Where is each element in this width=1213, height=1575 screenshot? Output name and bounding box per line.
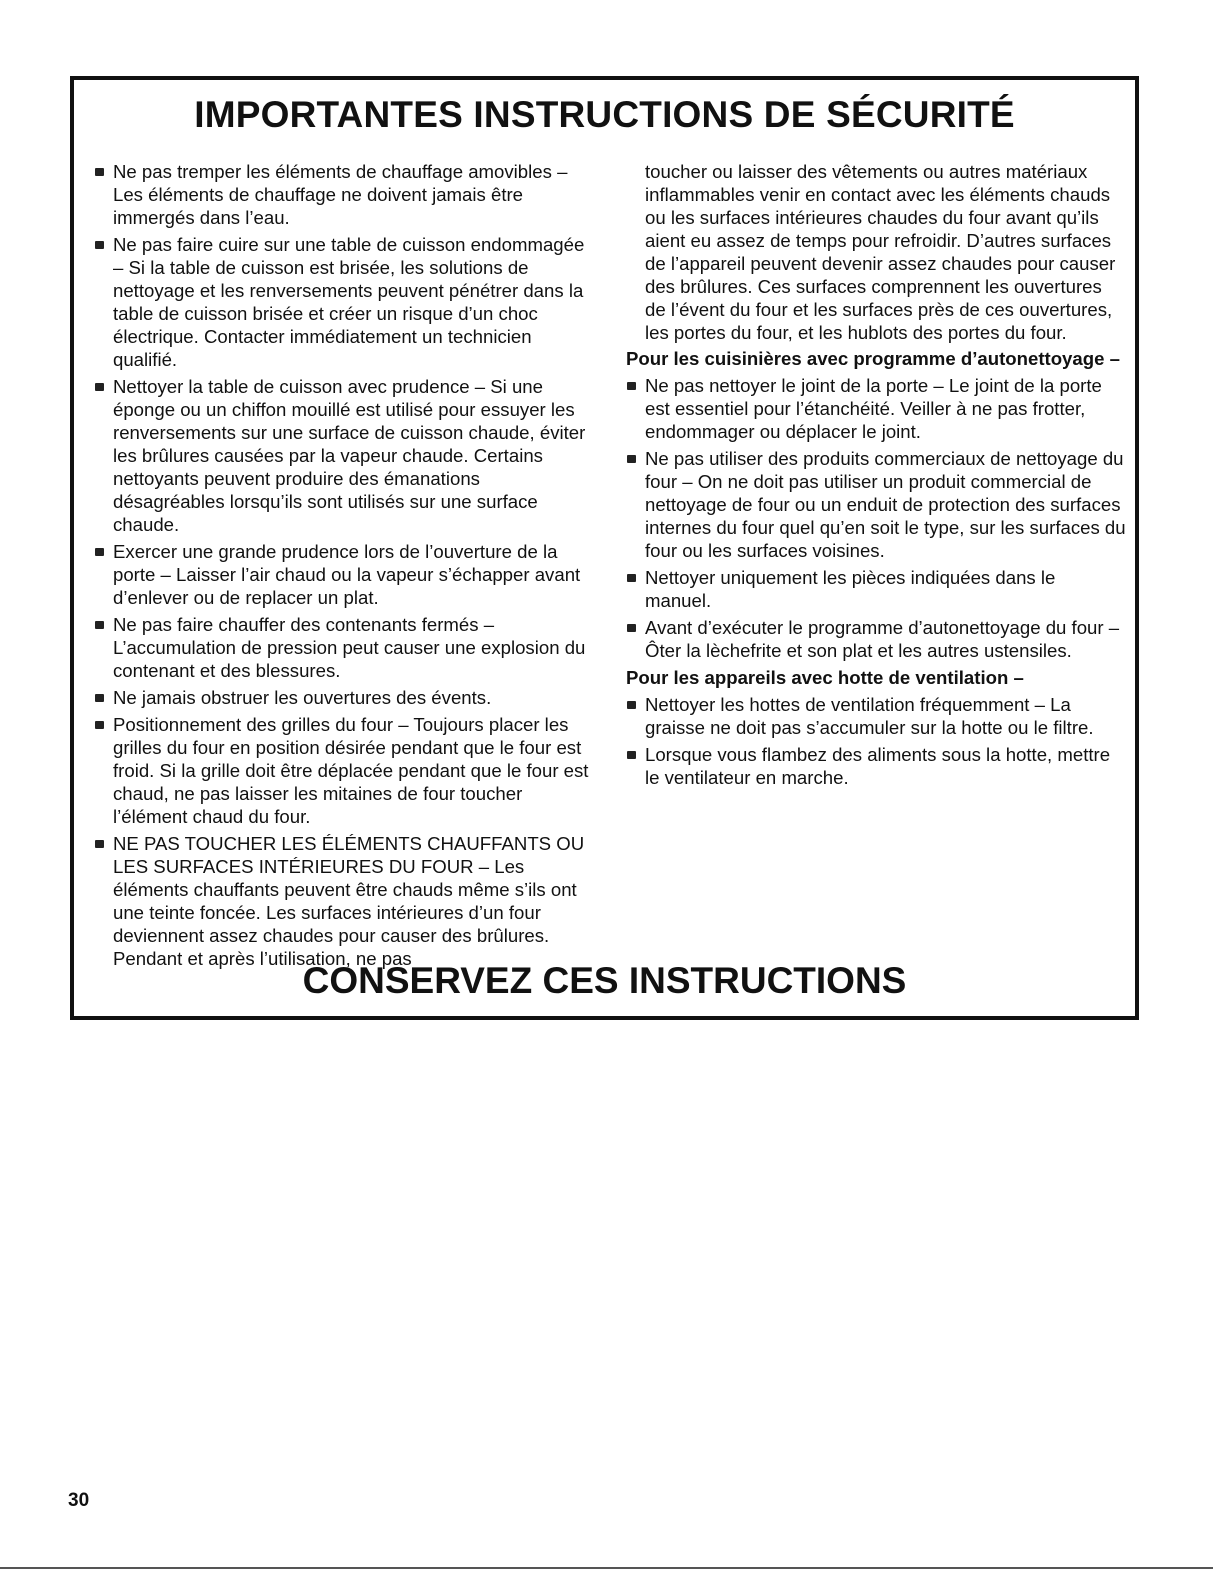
list-item: Ne pas faire chauffer des contenants fermés – L’accumulation de pression peut causer une explosion du contenant et des blessures. [94, 613, 594, 682]
square-bullet-icon [95, 383, 104, 391]
square-bullet-icon [95, 548, 104, 556]
square-bullet-icon [95, 168, 104, 176]
square-bullet-icon [627, 751, 636, 759]
list-item: Ne pas utiliser des produits commerciaux de nettoyage du four – On ne doit pas utiliser un produit commercial de nettoyage de four ou un enduit de protection des surfaces internes du four quel qu’en soit le type, sur les surfaces du four ou les surfaces voisines. [626, 447, 1126, 562]
continued-paragraph: toucher ou laisser des vêtements ou autres matériaux inflammables venir en contact avec les éléments chauds ou les surfaces intérieures chaudes du four avant qu’ils aient eu assez de temps pour refroidir. D’autres surfaces de l’appareil peuvent devenir assez chaudes pour causer des brûlures. Ces surfaces comprennent les ouvertures de l’évent du four et les surfaces près de ces ouvertures, les portes du four, et les hublots des portes du four. [645, 161, 1116, 343]
square-bullet-icon [95, 694, 104, 702]
page-number: 30 [68, 1490, 90, 1511]
square-bullet-icon [627, 455, 636, 463]
square-bullet-icon [627, 574, 636, 582]
bottom-rule [0, 1567, 1213, 1569]
square-bullet-icon [627, 382, 636, 390]
list-item: Positionnement des grilles du four – Toujours placer les grilles du four en position désirée pendant que le four est froid. Si la grille doit être déplacée pendant que le four est chaud, ne pas laisser les mitaines de four toucher l’élément chaud du four. [94, 713, 594, 828]
square-bullet-icon [627, 701, 636, 709]
list-item: Ne pas tremper les éléments de chauffage amovibles – Les éléments de chauffage ne doivent jamais être immergés dans l’eau. [94, 160, 594, 229]
page-title: IMPORTANTES INSTRUCTIONS DE SÉCURITÉ [194, 94, 1015, 135]
list-item: Exercer une grande prudence lors de l’ouverture de la porte – Laisser l’air chaud ou la vapeur s’échapper avant d’enlever ou de replacer un plat. [94, 540, 594, 609]
list-item: Ne pas nettoyer le joint de la porte – Le joint de la porte est essentiel pour l’étanchéité. Veiller à ne pas frotter, endommager ou déplacer le joint. [626, 374, 1126, 443]
footer-title: CONSERVEZ CES INSTRUCTIONS [302, 960, 907, 1001]
left-column [94, 160, 594, 974]
square-bullet-icon [95, 721, 104, 729]
square-bullet-icon [95, 621, 104, 629]
section-heading-hood: Pour les appareils avec hotte de ventilation – [626, 667, 1024, 688]
list-item: Lorsque vous flambez des aliments sous la hotte, mettre le ventilateur en marche. [626, 743, 1126, 789]
square-bullet-icon [627, 624, 636, 632]
square-bullet-icon [95, 241, 104, 249]
square-bullet-icon [95, 840, 104, 848]
list-item: Ne jamais obstruer les ouvertures des évents. [94, 686, 594, 709]
list-item: Nettoyer uniquement les pièces indiquées dans le manuel. [626, 566, 1126, 612]
list-item: Nettoyer la table de cuisson avec prudence – Si une éponge ou un chiffon mouillé est utilisé pour essuyer les renversements sur une surface de cuisson chaude, éviter les brûlures causées par la vapeur chaude. Certains nettoyants peuvent produire des émanations désagréables lorsqu’ils sont utilisés sur une surface chaude. [94, 375, 594, 536]
list-item: Nettoyer les hottes de ventilation fréquemment – La graisse ne doit pas s’accumuler sur la hotte ou le filtre. [626, 693, 1126, 739]
section-heading-self-clean: Pour les cuisinières avec programme d’autonettoyage – [626, 348, 1120, 369]
safety-instructions-box [70, 76, 1139, 1020]
list-item: NE PAS TOUCHER LES ÉLÉMENTS CHAUFFANTS OU LES SURFACES INTÉRIEURES DU FOUR – Les éléments chauffants peuvent être chauds même s’ils ont une teinte foncée. Les surfaces intérieures d’un four deviennent assez chaudes pour causer des brûlures. Pendant et après l’utilisation, ne pas [94, 832, 594, 970]
list-item: Ne pas faire cuire sur une table de cuisson endommagée – Si la table de cuisson est brisée, les solutions de nettoyage et les renversements peuvent pénétrer dans la table de cuisson brisée et créer un risque d’un choc électrique. Contacter immédiatement un technicien qualifié. [94, 233, 594, 371]
list-item: Avant d’exécuter le programme d’autonettoyage du four – Ôter la lèchefrite et son plat et les autres ustensiles. [626, 616, 1126, 662]
right-column [626, 160, 1126, 793]
